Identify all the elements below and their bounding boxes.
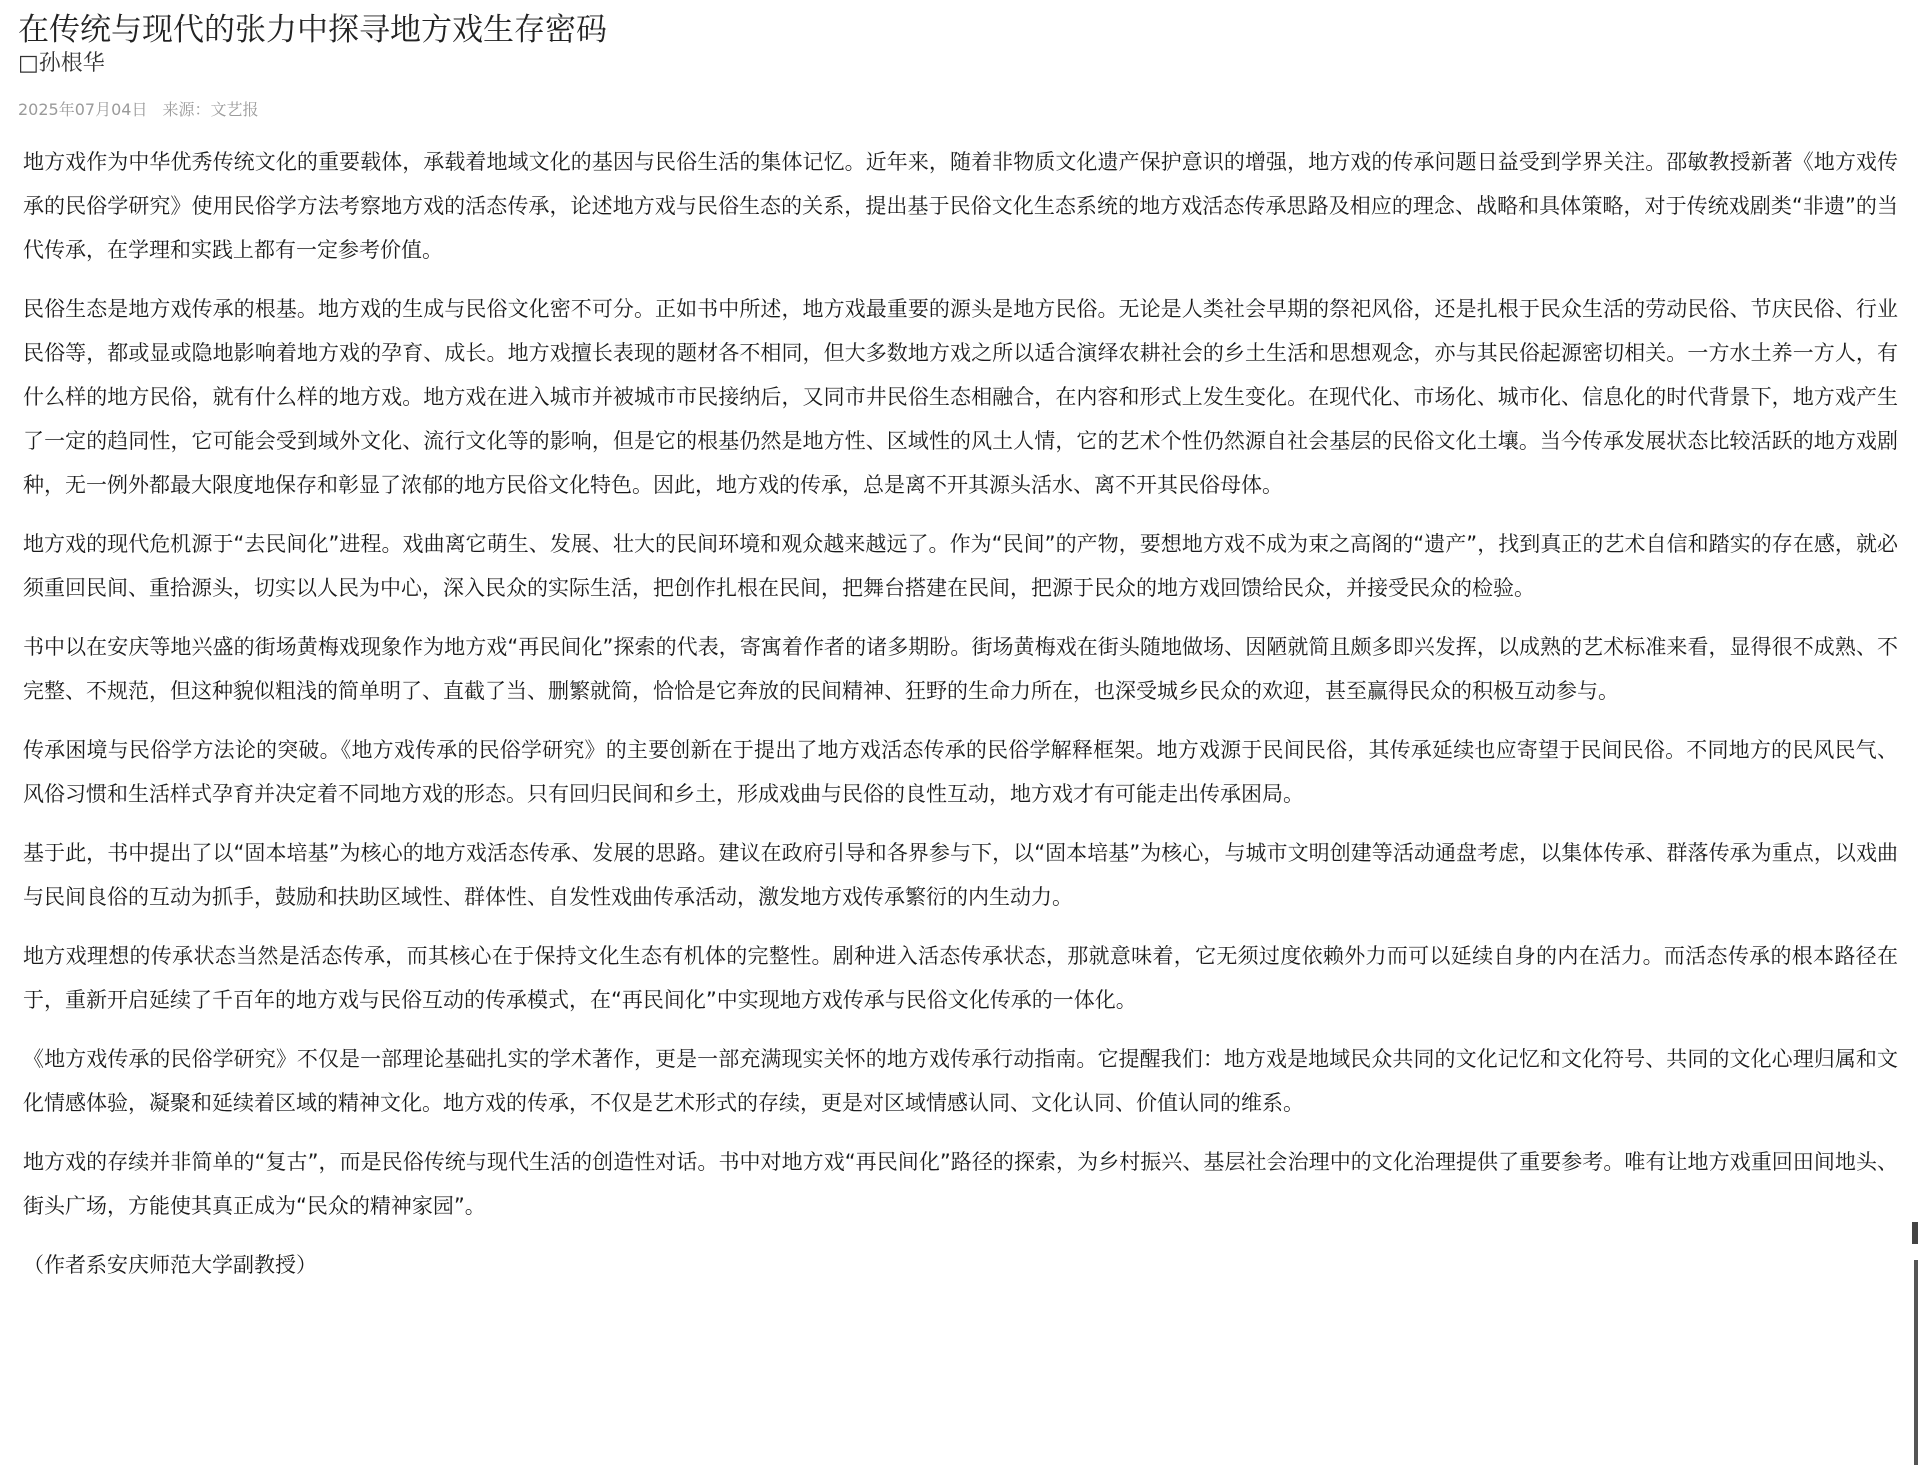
paragraph: 传承困境与民俗学方法论的突破。《地方戏传承的民俗学研究》的主要创新在于提出了地方戏活态传承的民俗学解释框架。地方戏源于民间民俗，其传承延续也应寄望于民间民俗。不同地方的民风民气、风俗习惯和生活样式孕育并决定着不同地方戏的形态。只有回归民间和乡土，形成戏曲与民俗的良性互动，地方戏才有可能走出传承困局。 bbox=[23, 738, 1898, 806]
article-body bbox=[18, 140, 1898, 1287]
paragraph: 地方戏的现代危机源于“去民间化”进程。戏曲离它萌生、发展、壮大的民间环境和观众越来越远了。作为“民间”的产物，要想地方戏不成为束之高阁的“遗产”，找到真正的艺术自信和踏实的存在感，就必须重回民间、重拾源头，切实以人民为中心，深入民众的实际生活，把创作扎根在民间，把舞台搭建在民间，把源于民众的地方戏回馈给民众，并接受民众的检验。 bbox=[23, 532, 1898, 600]
scrollbar-marker bbox=[1912, 1222, 1918, 1244]
author-note: （作者系安庆师范大学副教授） bbox=[23, 1253, 317, 1277]
paragraph: 《地方戏传承的民俗学研究》不仅是一部理论基础扎实的学术著作，更是一部充满现实关怀的地方戏传承行动指南。它提醒我们：地方戏是地域民众共同的文化记忆和文化符号、共同的文化心理归属和文化情感体验，凝聚和延续着区域的精神文化。地方戏的传承，不仅是艺术形式的存续，更是对区域情感认同、文化认同、价值认同的维系。 bbox=[23, 1047, 1898, 1115]
scrollbar-thumb[interactable] bbox=[1914, 1260, 1918, 1465]
paragraph: 地方戏作为中华优秀传统文化的重要载体，承载着地域文化的基因与民俗生活的集体记忆。近年来，随着非物质文化遗产保护意识的增强，地方戏的传承问题日益受到学界关注。邵敏教授新著《地方戏传承的民俗学研究》使用民俗学方法考察地方戏的活态传承，论述地方戏与民俗生态的关系，提出基于民俗文化生态系统的地方戏活态传承思路及相应的理念、战略和具体策略，对于传统戏剧类“非遗”的当代传承，在学理和实践上都有一定参考价值。 bbox=[23, 150, 1898, 262]
article-meta bbox=[18, 100, 1896, 120]
article bbox=[18, 10, 1896, 1302]
scrollbar[interactable] bbox=[1910, 0, 1918, 1465]
article-author: □孙根华 bbox=[18, 51, 105, 76]
paragraph: 地方戏理想的传承状态当然是活态传承，而其核心在于保持文化生态有机体的完整性。剧种进入活态传承状态，那就意味着，它无须过度依赖外力而可以延续自身的内在活力。而活态传承的根本路径在于，重新开启延续了千百年的地方戏与民俗互动的传承模式，在“再民间化”中实现地方戏传承与民俗文化传承的一体化。 bbox=[23, 944, 1898, 1012]
paragraph: 民俗生态是地方戏传承的根基。地方戏的生成与民俗文化密不可分。正如书中所述，地方戏最重要的源头是地方民俗。无论是人类社会早期的祭祀风俗，还是扎根于民众生活的劳动民俗、节庆民俗、行业民俗等，都或显或隐地影响着地方戏的孕育、成长。地方戏擅长表现的题材各不相同，但大多数地方戏之所以适合演绎农耕社会的乡土生活和思想观念，亦与其民俗起源密切相关。一方水土养一方人，有什么样的地方民俗，就有什么样的地方戏。地方戏在进入城市并被城市市民接纳后，又同市井民俗生态相融合，在内容和形式上发生变化。在现代化、市场化、城市化、信息化的时代背景下，地方戏产生了一定的趋同性，它可能会受到域外文化、流行文化等的影响，但是它的根基仍然是地方性、区域性的风土人情，它的艺术个性仍然源自社会基层的民俗文化土壤。当今传承发展状态比较活跃的地方戏剧种，无一例外都最大限度地保存和彰显了浓郁的地方民俗文化特色。因此，地方戏的传承，总是离不开其源头活水、离不开其民俗母体。 bbox=[23, 297, 1898, 497]
article-source: 来源：文艺报 bbox=[162, 100, 259, 119]
paragraph: 基于此，书中提出了以“固本培基”为核心的地方戏活态传承、发展的思路。建议在政府引导和各界参与下，以“固本培基”为核心，与城市文明创建等活动通盘考虑，以集体传承、群落传承为重点，以戏曲与民间良俗的互动为抓手，鼓励和扶助区域性、群体性、自发性戏曲传承活动，激发地方戏传承繁衍的内生动力。 bbox=[23, 841, 1898, 909]
article-title: 在传统与现代的张力中探寻地方戏生存密码 bbox=[18, 12, 607, 48]
paragraph: 地方戏的存续并非简单的“复古”，而是民俗传统与现代生活的创造性对话。书中对地方戏“再民间化”路径的探索，为乡村振兴、基层社会治理中的文化治理提供了重要参考。唯有让地方戏重回田间地头、街头广场，方能使其真正成为“民众的精神家园”。 bbox=[23, 1150, 1898, 1218]
paragraph: 书中以在安庆等地兴盛的街场黄梅戏现象作为地方戏“再民间化”探索的代表，寄寓着作者的诸多期盼。街场黄梅戏在街头随地做场、因陋就简且颇多即兴发挥，以成熟的艺术标准来看，显得很不成熟、不完整、不规范，但这种貌似粗浅的简单明了、直截了当、删繁就简，恰恰是它奔放的民间精神、狂野的生命力所在，也深受城乡民众的欢迎，甚至赢得民众的积极互动参与。 bbox=[23, 635, 1898, 703]
article-date: 2025年07月04日 bbox=[18, 100, 148, 119]
